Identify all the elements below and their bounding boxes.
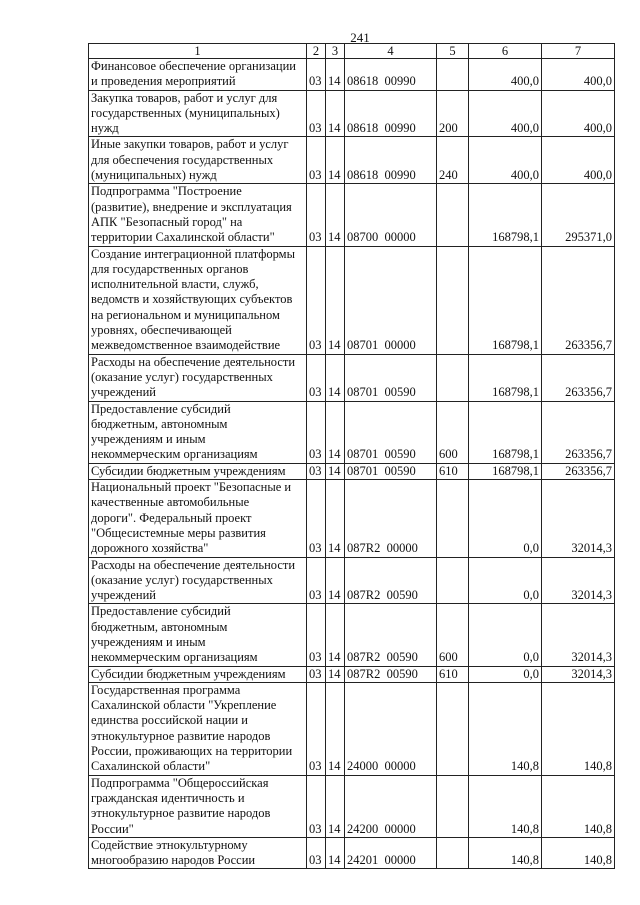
target-article-cell: 08701 00590 [345, 354, 437, 401]
row-name-cell: Субсидии бюджетным учреждениям [89, 463, 307, 479]
row-name-cell: Предоставление субсидий бюджетным, автономным учреждениям и иным некоммерческим организациям [89, 604, 307, 666]
row-name-cell: Создание интеграционной платформы для государственных органов исполнительной власти, служб, ведомств и хозяйствующих субъектов на региональном и муниципальном уровнях, обеспечивающей межведомственное взаимодействие [89, 246, 307, 354]
target-article-cell: 08701 00590 [345, 401, 437, 463]
subsection-code-cell: 14 [326, 604, 345, 666]
amount-col7-cell: 140,8 [542, 682, 615, 775]
col-header-6: 6 [469, 44, 542, 59]
col-header-5: 5 [437, 44, 469, 59]
row-name-cell: Подпрограмма "Общероссийская гражданская идентичность и этнокультурное развитие народов России" [89, 775, 307, 837]
expense-type-cell [437, 354, 469, 401]
col-header-2: 2 [307, 44, 326, 59]
target-article-cell: 087R2 00590 [345, 666, 437, 682]
amount-col7-cell: 263356,7 [542, 246, 615, 354]
amount-col6-cell: 400,0 [469, 59, 542, 91]
target-article-cell: 24000 00000 [345, 682, 437, 775]
section-code-cell: 03 [307, 837, 326, 869]
section-code-cell: 03 [307, 184, 326, 246]
section-code-cell: 03 [307, 463, 326, 479]
subsection-code-cell: 14 [326, 137, 345, 184]
row-name-cell: Содействие этнокультурному многообразию народов России [89, 837, 307, 869]
expense-type-cell: 610 [437, 463, 469, 479]
table-row [89, 90, 615, 137]
row-name-cell: Расходы на обеспечение деятельности (оказание услуг) государственных учреждений [89, 557, 307, 604]
amount-col7-cell: 400,0 [542, 137, 615, 184]
amount-col6-cell: 140,8 [469, 775, 542, 837]
amount-col6-cell: 168798,1 [469, 184, 542, 246]
target-article-cell: 08701 00590 [345, 463, 437, 479]
subsection-code-cell: 14 [326, 682, 345, 775]
amount-col7-cell: 32014,3 [542, 604, 615, 666]
section-code-cell: 03 [307, 354, 326, 401]
target-article-cell: 24201 00000 [345, 837, 437, 869]
subsection-code-cell: 14 [326, 463, 345, 479]
subsection-code-cell: 14 [326, 557, 345, 604]
row-name-cell: Подпрограмма "Построение (развитие), внедрение и эксплуатация АПК "Безопасный город" на территории Сахалинской области" [89, 184, 307, 246]
section-code-cell: 03 [307, 59, 326, 91]
col-header-1: 1 [89, 44, 307, 59]
expense-type-cell [437, 837, 469, 869]
table-row [89, 480, 615, 557]
subsection-code-cell: 14 [326, 184, 345, 246]
amount-col6-cell: 400,0 [469, 90, 542, 137]
row-name-cell: Иные закупки товаров, работ и услуг для обеспечения государственных (муниципальных) нужд [89, 137, 307, 184]
expense-type-cell: 240 [437, 137, 469, 184]
expense-type-cell: 600 [437, 401, 469, 463]
subsection-code-cell: 14 [326, 246, 345, 354]
target-article-cell: 08701 00000 [345, 246, 437, 354]
table-header [89, 44, 615, 59]
header-row [89, 44, 615, 59]
subsection-code-cell: 14 [326, 837, 345, 869]
expense-type-cell: 200 [437, 90, 469, 137]
amount-col6-cell: 168798,1 [469, 246, 542, 354]
amount-col7-cell: 295371,0 [542, 184, 615, 246]
subsection-code-cell: 14 [326, 401, 345, 463]
subsection-code-cell: 14 [326, 59, 345, 91]
section-code-cell: 03 [307, 775, 326, 837]
table-row [89, 463, 615, 479]
subsection-code-cell: 14 [326, 90, 345, 137]
table-body [89, 59, 615, 869]
subsection-code-cell: 14 [326, 775, 345, 837]
table-row [89, 354, 615, 401]
target-article-cell: 087R2 00590 [345, 604, 437, 666]
row-name-cell: Предоставление субсидий бюджетным, автономным учреждениям и иным некоммерческим организациям [89, 401, 307, 463]
expense-type-cell [437, 246, 469, 354]
amount-col6-cell: 168798,1 [469, 354, 542, 401]
amount-col7-cell: 32014,3 [542, 666, 615, 682]
budget-table [88, 43, 615, 869]
row-name-cell: Субсидии бюджетным учреждениям [89, 666, 307, 682]
section-code-cell: 03 [307, 557, 326, 604]
col-header-4: 4 [345, 44, 437, 59]
expense-type-cell [437, 557, 469, 604]
section-code-cell: 03 [307, 246, 326, 354]
amount-col7-cell: 263356,7 [542, 354, 615, 401]
amount-col6-cell: 0,0 [469, 604, 542, 666]
amount-col6-cell: 168798,1 [469, 401, 542, 463]
amount-col6-cell: 140,8 [469, 837, 542, 869]
table-row [89, 775, 615, 837]
table-row [89, 246, 615, 354]
amount-col6-cell: 140,8 [469, 682, 542, 775]
row-name-cell: Расходы на обеспечение деятельности (оказание услуг) государственных учреждений [89, 354, 307, 401]
amount-col7-cell: 32014,3 [542, 557, 615, 604]
amount-col7-cell: 400,0 [542, 59, 615, 91]
amount-col7-cell: 400,0 [542, 90, 615, 137]
amount-col7-cell: 263356,7 [542, 401, 615, 463]
expense-type-cell: 600 [437, 604, 469, 666]
section-code-cell: 03 [307, 604, 326, 666]
table-row [89, 682, 615, 775]
expense-type-cell [437, 775, 469, 837]
section-code-cell: 03 [307, 480, 326, 557]
target-article-cell: 08618 00990 [345, 90, 437, 137]
table-row [89, 557, 615, 604]
amount-col7-cell: 32014,3 [542, 480, 615, 557]
row-name-cell: Финансовое обеспечение организации и проведения мероприятий [89, 59, 307, 91]
amount-col6-cell: 0,0 [469, 557, 542, 604]
row-name-cell: Национальный проект "Безопасные и качественные автомобильные дороги". Федеральный проект "Общесистемные меры развития дорожного хозяйства" [89, 480, 307, 557]
subsection-code-cell: 14 [326, 480, 345, 557]
row-name-cell: Государственная программа Сахалинской области "Укрепление единства российской нации и этнокультурное развитие народов России, проживающих на территории Сахалинской области" [89, 682, 307, 775]
table-row [89, 59, 615, 91]
amount-col7-cell: 140,8 [542, 837, 615, 869]
amount-col6-cell: 0,0 [469, 666, 542, 682]
amount-col6-cell: 0,0 [469, 480, 542, 557]
section-code-cell: 03 [307, 137, 326, 184]
target-article-cell: 24200 00000 [345, 775, 437, 837]
expense-type-cell [437, 682, 469, 775]
expense-type-cell [437, 184, 469, 246]
amount-col7-cell: 263356,7 [542, 463, 615, 479]
section-code-cell: 03 [307, 682, 326, 775]
table-row [89, 837, 615, 869]
target-article-cell: 08618 00990 [345, 59, 437, 91]
target-article-cell: 08700 00000 [345, 184, 437, 246]
target-article-cell: 087R2 00590 [345, 557, 437, 604]
table-row [89, 137, 615, 184]
target-article-cell: 087R2 00000 [345, 480, 437, 557]
table-row [89, 401, 615, 463]
expense-type-cell: 610 [437, 666, 469, 682]
table-row [89, 666, 615, 682]
subsection-code-cell: 14 [326, 666, 345, 682]
section-code-cell: 03 [307, 90, 326, 137]
amount-col6-cell: 168798,1 [469, 463, 542, 479]
expense-type-cell [437, 480, 469, 557]
table-row [89, 184, 615, 246]
col-header-3: 3 [326, 44, 345, 59]
page-number: 241 [350, 30, 370, 45]
section-code-cell: 03 [307, 401, 326, 463]
amount-col6-cell: 400,0 [469, 137, 542, 184]
section-code-cell: 03 [307, 666, 326, 682]
col-header-7: 7 [542, 44, 615, 59]
target-article-cell: 08618 00990 [345, 137, 437, 184]
expense-type-cell [437, 59, 469, 91]
row-name-cell: Закупка товаров, работ и услуг для государственных (муниципальных) нужд [89, 90, 307, 137]
subsection-code-cell: 14 [326, 354, 345, 401]
table-row [89, 604, 615, 666]
amount-col7-cell: 140,8 [542, 775, 615, 837]
